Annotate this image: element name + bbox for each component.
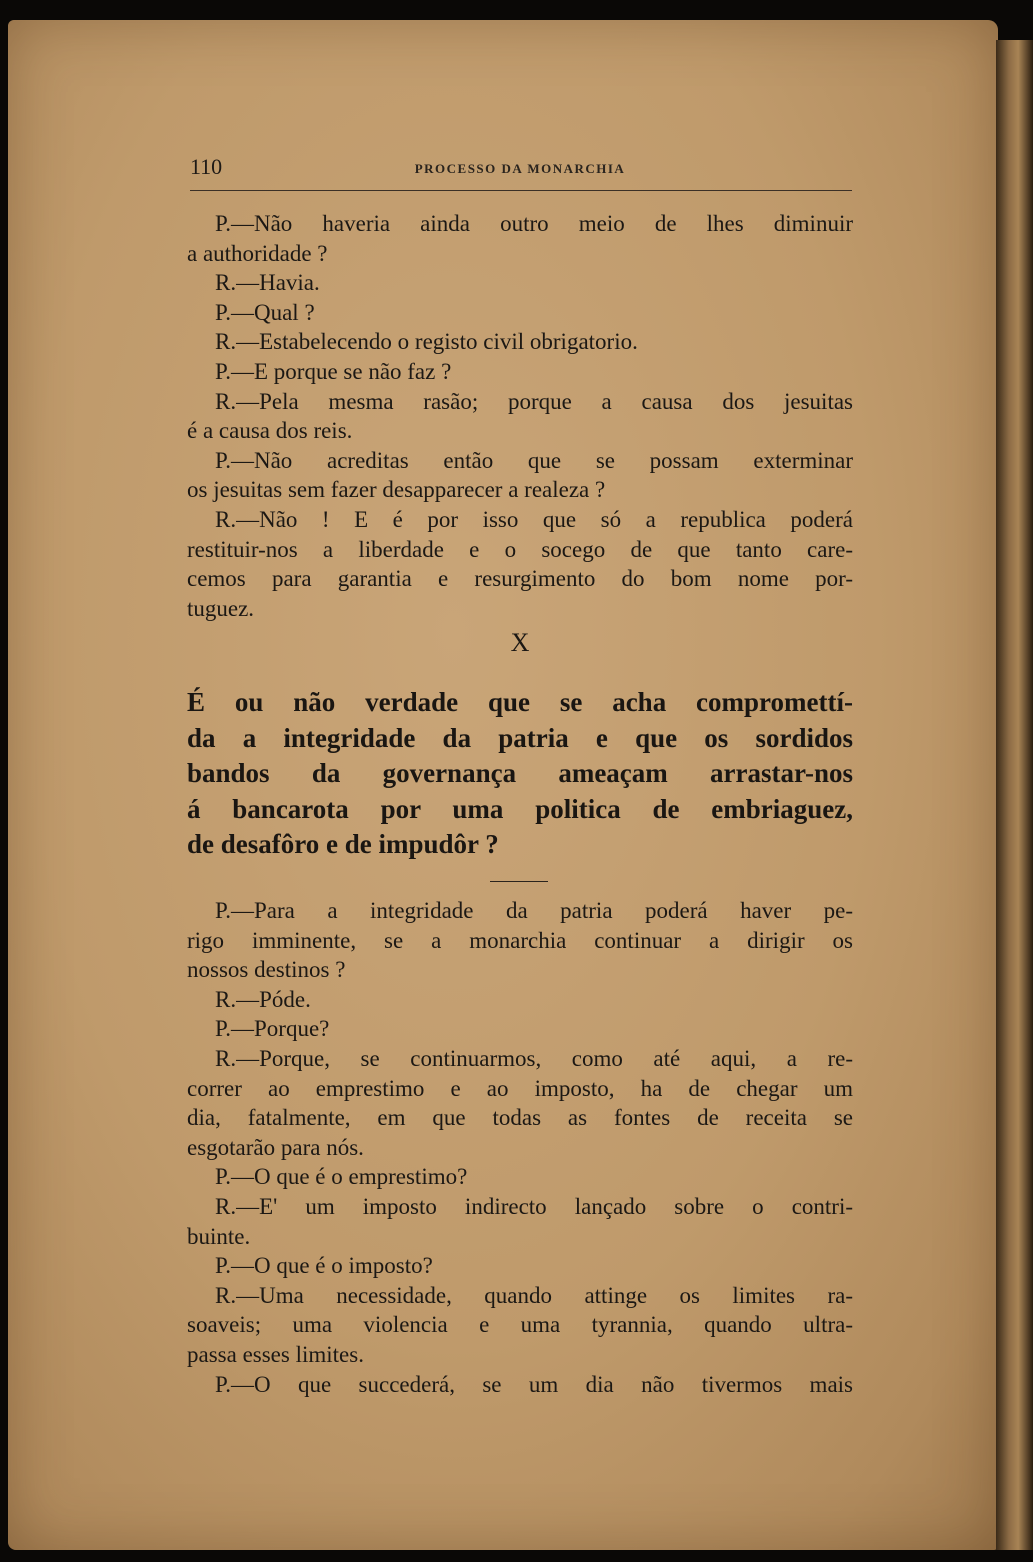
text-line: correr ao emprestimo e ao imposto, ha de chegar um (187, 1075, 853, 1101)
text-line: P.—O que é o emprestimo? (215, 1164, 468, 1190)
text-line: rigo imminente, se a monarchia continuar a dirigir os (187, 927, 853, 953)
text-line: R.—Póde. (215, 986, 311, 1012)
text-line: os jesuitas sem fazer desapparecer a realeza ? (187, 477, 606, 503)
section-numeral: X (510, 628, 530, 657)
question-line: da a integridade da patria e que os sordidos (187, 722, 853, 753)
page-number: 110 (190, 154, 223, 179)
header-rule (190, 190, 852, 191)
text-line: buinte. (187, 1223, 251, 1249)
page-edge-shadow (996, 40, 1033, 1550)
text-line: R.—Uma necessidade, quando attinge os limites ra- (215, 1282, 853, 1308)
text-line: restituir-nos a liberdade e o socego de que tanto care- (187, 536, 853, 562)
question-line: É ou não verdade que se acha compromettí- (187, 687, 853, 717)
text-line: R.—Havia. (215, 270, 320, 296)
text-line: nossos destinos ? (187, 957, 346, 983)
text-line: tuguez. (187, 595, 255, 621)
text-line: P.—Não haveria ainda outro meio de lhes diminuir (215, 211, 853, 236)
dialogue-block-2 (187, 896, 853, 1399)
question-line: bandos da governança ameaçam arrastar-nos (187, 758, 853, 788)
text-line: P.—Para a integridade da patria poderá haver pe- (215, 898, 853, 923)
section-question (187, 685, 853, 863)
text-line: P.—E porque se não faz ? (215, 358, 452, 384)
text-line: R.—Porque, se continuarmos, como até aqui, a re- (215, 1045, 853, 1071)
page-header (190, 150, 850, 184)
separator-rule (490, 881, 548, 882)
text-line: esgotarão para nós. (187, 1134, 364, 1160)
dialogue-block-1 (187, 209, 853, 623)
text-line: R.—Pela mesma rasão; porque a causa dos jesuitas (215, 388, 853, 414)
text-line: dia, fatalmente, em que todas as fontes de receita se (187, 1105, 853, 1131)
text-line: P.—Porque? (215, 1016, 330, 1042)
running-title: PROCESSO DA MONARCHIA (414, 161, 626, 176)
text-line: P.—Qual ? (215, 299, 315, 325)
text-line: P.—O que é o imposto? (215, 1253, 433, 1279)
text-line: R.—E' um imposto indirecto lançado sobre o contri- (215, 1193, 853, 1219)
question-line: de desafôro e de impudôr ? (187, 829, 499, 859)
text-line: cemos para garantia e resurgimento do bom nome por- (187, 566, 853, 592)
text-line: R.—Estabelecendo o registo civil obrigatorio. (215, 329, 638, 355)
text-line: P.—Não acreditas então que se possam exterminar (215, 447, 853, 473)
text-line: a authoridade ? (187, 240, 328, 266)
text-line: passa esses limites. (187, 1341, 364, 1367)
text-line: R.—Não ! E é por isso que só a republica poderá (215, 506, 853, 532)
text-line: P.—O que succederá, se um dia não tivermos mais (215, 1371, 853, 1397)
text-line: é a causa dos reis. (187, 418, 353, 444)
text-line: soaveis; uma violencia e uma tyrannia, quando ultra- (187, 1312, 853, 1338)
question-line: á bancarota por uma politica de embriaguez, (187, 793, 853, 824)
